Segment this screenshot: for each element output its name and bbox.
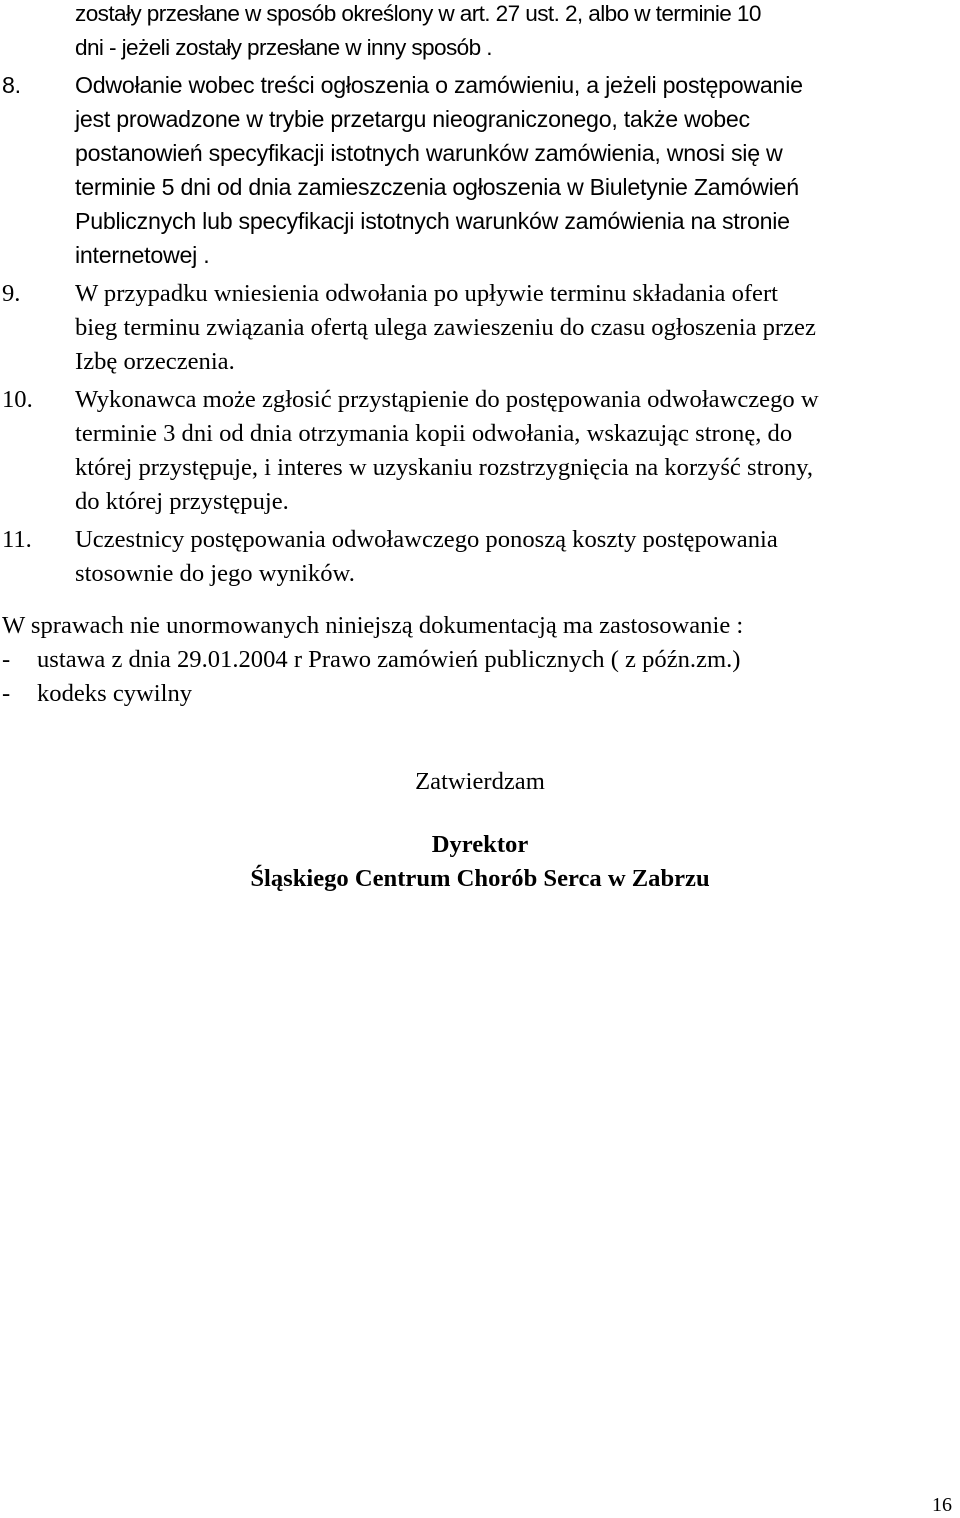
item-line: Izbę orzeczenia. (75, 348, 235, 375)
general-intro: W sprawach nie unormowanych niniejszą dokumentacją ma zastosowanie : (2, 612, 744, 639)
list-item: kodeks cywilny (37, 680, 193, 707)
continuation-line: zostały przesłane w sposób określony w art. 27 ust. 2, albo w terminie 10 (75, 1, 761, 26)
item-line: terminie 5 dni od dnia zamieszczenia ogłoszenia w Biuletynie Zamówień (75, 174, 799, 200)
item-line: bieg terminu związania ofertą ulega zawieszeniu do czasu ogłoszenia przez (75, 314, 816, 341)
item-line: jest prowadzone w trybie przetargu nieograniczonego, także wobec (75, 106, 750, 132)
item-line: Odwołanie wobec treści ogłoszenia o zamówieniu, a jeżeli postępowanie (75, 72, 803, 98)
continuation-line: dni - jeżeli zostały przesłane w inny sposób . (75, 35, 492, 60)
list-dash: - (2, 680, 11, 707)
list-item: ustawa z dnia 29.01.2004 r Prawo zamówień publicznych ( z późn.zm.) (37, 646, 741, 673)
list-dash: - (2, 646, 11, 673)
item-line: do której przystępuje. (75, 488, 289, 515)
item-number: 9. (2, 280, 21, 307)
item-number: 11. (2, 526, 32, 553)
item-line: W przypadku wniesienia odwołania po upływie terminu składania ofert (75, 280, 778, 307)
item-line: internetowej . (75, 242, 210, 268)
item-number: 10. (2, 386, 33, 413)
item-number: 8. (2, 72, 21, 98)
approval-title: Dyrektor (431, 831, 529, 858)
item-line: stosownie do jego wyników. (75, 560, 355, 587)
item-line: Wykonawca może zgłosić przystąpienie do postępowania odwoławczego w (75, 386, 819, 413)
approval-institution: Śląskiego Centrum Chorób Serca w Zabrzu (250, 865, 710, 892)
item-line: której przystępuje, i interes w uzyskaniu rozstrzygnięcia na korzyść strony, (75, 454, 814, 481)
item-line: Uczestnicy postępowania odwoławczego ponoszą koszty postępowania (75, 526, 778, 553)
item-line: terminie 3 dni od dnia otrzymania kopii odwołania, wskazując stronę, do (75, 420, 793, 447)
item-line: postanowień specyfikacji istotnych warunków zamówienia, wnosi się w (75, 140, 783, 166)
item-line: Publicznych lub specyfikacji istotnych warunków zamówienia na stronie (75, 208, 790, 234)
page-number: 16 (932, 1494, 952, 1516)
approval-label: Zatwierdzam (415, 768, 545, 795)
